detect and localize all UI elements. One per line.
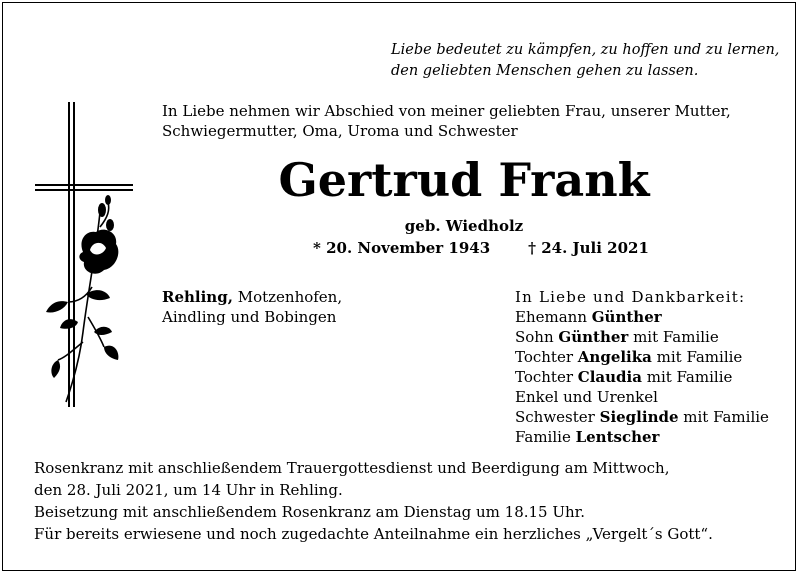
member-relation: Tochter	[515, 368, 578, 386]
member-relation: Schwester	[515, 408, 600, 426]
notes-line: Rosenkranz mit anschließendem Trauergottesdienst und Beerdigung am Mittwoch,	[34, 459, 670, 477]
maiden-name: geb. Wiedholz	[404, 217, 524, 235]
place-rest: Motzenhofen,	[232, 288, 343, 306]
quote-line: den geliebten Menschen gehen zu lassen.	[391, 63, 699, 79]
member-suffix: mit Familie	[678, 408, 769, 426]
life-dates	[313, 239, 649, 257]
member-suffix: mit Familie	[628, 328, 719, 346]
member-name: Claudia	[577, 368, 642, 386]
place-bold: Rehling,	[162, 288, 233, 306]
member-name: Lentscher	[575, 428, 660, 446]
birth-date: * 20. November 1943	[313, 239, 491, 257]
intro-line: Schwiegermutter, Oma, Uroma und Schwester	[162, 122, 518, 140]
family-member	[515, 347, 769, 367]
intro-line: In Liebe nehmen wir Abschied von meiner geliebten Frau, unserer Mutter,	[162, 102, 731, 120]
death-date: † 24. Juli 2021	[528, 239, 649, 257]
notes-line: den 28. Juli 2021, um 14 Uhr in Rehling.	[34, 481, 343, 499]
member-suffix: mit Familie	[651, 348, 743, 366]
member-relation: Sohn	[515, 328, 559, 346]
places-block	[162, 287, 342, 327]
family-block	[515, 287, 769, 447]
memorial-quote	[391, 40, 779, 82]
family-member	[515, 327, 769, 347]
member-suffix: mit Familie	[641, 368, 733, 386]
member-name: Günther	[591, 308, 662, 326]
intro-text	[162, 101, 731, 141]
member-name: Günther	[558, 328, 629, 346]
family-member	[515, 387, 769, 407]
quote-line: Liebe bedeutet zu kämpfen, zu hoffen und zu lernen,	[391, 42, 780, 58]
cross-with-rose-icon	[28, 102, 138, 412]
member-relation: Tochter	[515, 348, 578, 366]
family-member	[515, 367, 769, 387]
member-relation: Ehemann	[515, 308, 592, 326]
member-name: Angelika	[577, 348, 652, 366]
family-member	[515, 427, 769, 447]
notes-line: Für bereits erwiesene und noch zugedachte Anteilnahme ein herzliches „Vergelt´s Gott“.	[34, 525, 713, 543]
places-line	[162, 287, 342, 307]
notes-line: Beisetzung mit anschließendem Rosenkranz am Dienstag um 18.15 Uhr.	[34, 503, 585, 521]
service-notes	[34, 457, 713, 545]
places-line: Aindling und Bobingen	[162, 308, 337, 326]
family-heading: In Liebe und Dankbarkeit:	[515, 288, 746, 306]
family-member	[515, 407, 769, 427]
member-relation: Enkel und Urenkel	[515, 388, 658, 406]
family-member	[515, 307, 769, 327]
deceased-name: Gertrud Frank	[278, 153, 650, 207]
member-name: Sieglinde	[599, 408, 679, 426]
member-relation: Familie	[515, 428, 576, 446]
